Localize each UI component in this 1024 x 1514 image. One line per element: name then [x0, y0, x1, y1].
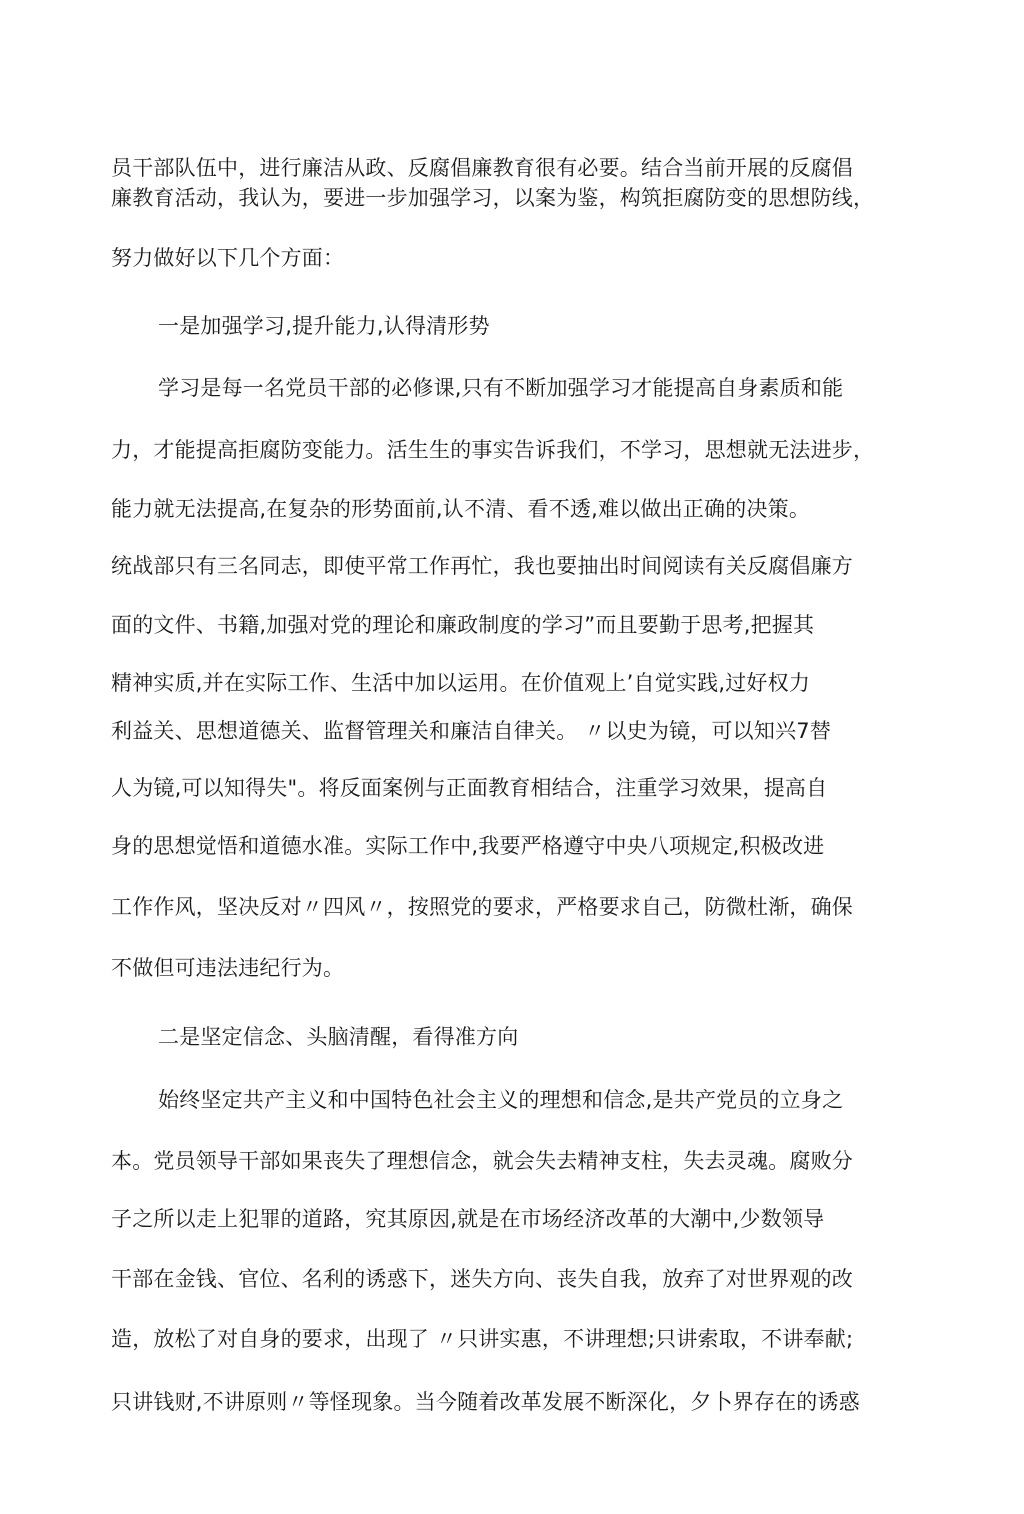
- text-line-9: 面的文件、书籍,加强对党的理论和廉政制度的学习”而且要勤于思考,把握其: [111, 613, 815, 637]
- text-line-14: 工作作风，坚决反对〃四风〃，按照党的要求，严格要求自己，防微杜渐，确保: [111, 895, 853, 919]
- text-line-17: 始终坚定共产主义和中国特色社会主义的理想和信念,是共产党员的立身之: [158, 1088, 844, 1112]
- text-line-11: 利益关、思想道德关、监督管理关和廉洁自律关。 〃以史为镜，可以知兴7替: [111, 719, 832, 743]
- text-line-10: 精神实质,并在实际工作、生活中加以运用。在价值观上’自觉实践,过好权力: [111, 671, 811, 695]
- text-line-18: 本。党员领导干部如果丧失了理想信念，就会失去精神支柱，失去灵魂。腐败分: [111, 1149, 853, 1173]
- section-heading-1: 一是加强学习,提升能力,认得清形势: [158, 314, 490, 338]
- text-line-2: 廉教育活动，我认为，要进一步加强学习，以案为鉴，构筑拒腐防变的思想防线，: [111, 186, 875, 210]
- text-line-6: 力，才能提高拒腐防变能力。活生生的事实告诉我们，不学习，思想就无法进步，: [111, 438, 875, 462]
- text-line-5: 学习是每一名党员干部的必修课,只有不断加强学习才能提高自身素质和能: [158, 376, 844, 400]
- text-line-19: 子之所以走上犯罪的道路，究其原因,就是在市场经济改革的大潮中,少数领导: [111, 1207, 825, 1231]
- text-line-7: 能力就无法提高,在复杂的形势面前,认不清、看不透,难以做出正确的决策。: [111, 497, 811, 521]
- text-line-8: 统战部只有三名同志，即使平常工作再忙，我也要抽出时间阅读有关反腐倡廉方: [111, 554, 853, 578]
- text-line-13: 身的思想觉悟和道德水准。实际工作中,我要严格遵守中央八项规定,积极改进: [111, 834, 825, 858]
- text-line-15: 不做但可违法违纪行为。: [111, 956, 345, 980]
- text-line-21: 造，放松了对自身的要求，出现了 〃只讲实惠，不讲理想;只讲索取，不讲奉献;: [111, 1327, 854, 1351]
- text-line-1: 员干部队伍中，进行廉洁从政、反腐倡廉教育很有必要。结合当前开展的反腐倡: [111, 156, 853, 180]
- section-heading-2: 二是坚定信念、头脑清醒，看得准方向: [158, 1025, 519, 1049]
- text-line-12: 人为镜,可以知得失"。将反面案例与正面教育相结合，注重学习效果，提高自: [111, 776, 828, 800]
- text-line-20: 干部在金钱、官位、名利的诱惑下，迷失方向、丧失自我，放弃了对世界观的改: [111, 1267, 853, 1291]
- text-line-3: 努力做好以下几个方面：: [111, 246, 345, 270]
- text-line-22: 只讲钱财,不讲原则〃等怪现象。当今随着改革发展不断深化，夕卜界存在的诱惑: [111, 1390, 860, 1414]
